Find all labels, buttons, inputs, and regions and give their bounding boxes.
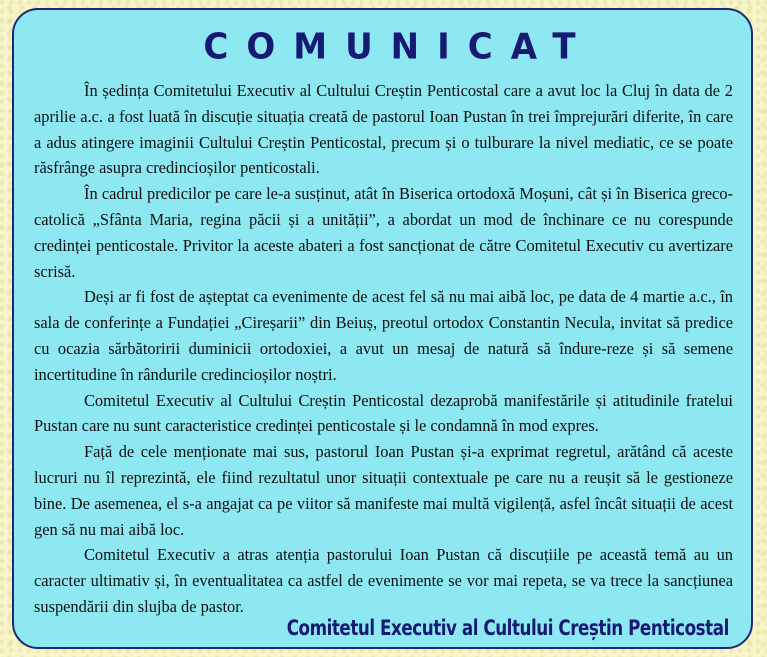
announcement-panel (12, 8, 753, 649)
paragraph-6: Comitetul Executiv a atras atenția pastorului Ioan Pustan că discuțiile pe această temă au un caracter ultimativ și, în eventualitatea ca astfel de evenimente se vor mai repeta, se va trece la sancțiunea suspendării din slujba de pastor. (34, 545, 733, 616)
announcement-body (34, 78, 733, 620)
paragraph-5: Față de cele menționate mai sus, pastorul Ioan Pustan și-a exprimat regretul, arătând că aceste lucruri nu îl reprezintă, ele fiind rezultatul unor situații contextuale pe care nu a reușit să le gestioneze bine. De asemenea, el s-a angajat ca pe viitor să manifeste mai multă vigilență, asfel încât situații de acest gen să nu mai aibă loc. (34, 442, 733, 539)
paragraph-3: Deși ar fi fost de așteptat ca evenimente de acest fel să nu mai aibă loc, pe data de 4 martie a.c., în sala de conferințe a Fundației „Cireșarii” din Beiuș, preotul ortodox Constantin Necula, invitat să predice cu ocazia sărbătoririi duminicii ortodoxiei, a avut un mesaj de natură să îndure-reze și să semene incertitudine în rândurile credincioșilor noștri. (34, 287, 733, 384)
signature: Comitetul Executiv al Cultului Creștin Penticostal (286, 616, 729, 641)
paragraph-1: În ședința Comitetului Executiv al Cultului Creștin Penticostal care a avut loc la Cluj în data de 2 aprilie a.c. a fost luată în discuție situația creată de pastorul Ioan Pustan în trei împrejurări diferite, în care a adus atingere imaginii Cultului Creștin Penticostal, precum și o tulburare la nivel mediatic, ce se poate răsfrânge asupra credincioșilor penticostali. (34, 81, 733, 178)
paragraph-2: În cadrul predicilor pe care le-a susținut, atât în Biserica ortodoxă Moșuni, cât și în Biserica greco-catolică „Sfânta Maria, regina păcii și a unității”, a abordat un mod de închinare ce nu corespunde credinței penticostale. Privitor la aceste abateri a fost sancționat de către Comitetul Executiv cu avertizare scrisă. (34, 184, 733, 281)
paragraph-4: Comitetul Executiv al Cultului Creștin Penticostal dezaprobă manifestările și atitudinile fratelui Pustan care nu sunt caracteristice credinței penticostale și le condamnă în mod expres. (34, 390, 733, 436)
announcement-title: COMUNICAT (203, 26, 594, 69)
